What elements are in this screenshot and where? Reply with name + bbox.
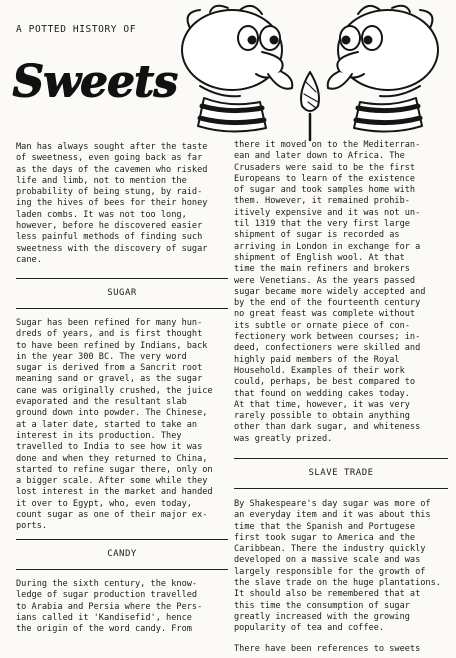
section-divider	[234, 458, 448, 459]
section-divider	[16, 569, 228, 570]
section-heading-slave-trade: SLAVE TRADE	[308, 468, 374, 478]
continued-paragraph: there it moved on to the Mediterran- ean and later down to Africa. The Crusaders were said to be the first Europeans to learn of the existence of sugar and took samples home with them. However, it remained prohib- itively expensive and it was not un- til 1319 that the very first large shipment of sugar is recorded as arriving in London in exchange for a shipment of English wool. At that time the main refiners and brokers were Venetians. As the years passed sugar became more widely accepted and by the end of the fourteenth century no great feast was complete without its subtle or ornate piece of con- fectionery work between courses; in- deed, confectioners were skilled and highly paid members of the Royal Household. Examples of their work could, perhaps, be best compared to that found on wedding cakes today. At that time, however, it was very rarely possible to obtain anything other than dark sugar, and whiteness was greatly prized.	[234, 140, 426, 444]
left-column	[16, 142, 228, 635]
right-column	[234, 140, 448, 655]
closing-paragraph: There have been references to sweets	[234, 644, 421, 654]
candy-paragraph: During the sixth century, the know- ledge of sugar production travelled to Arabia and Persia where the Pers- ians called it 'Kandisefid', hence the origin of the word candy. From	[16, 579, 203, 635]
sugar-paragraph: Sugar has been refined for many hun- dreds of years, and is first thought to have been refined by Indians, back in the year 300 BC. The very word sugar is derived from a Sancrit root meaning sand or gravel, as the sugar cane was originally crushed, the juice evaporated and the resultant slab ground down into powder. The Chinese, at a later date, started to take an interest in its production. They travelled to India to see how it was done and when they returned to China, started to refine sugar there, only on a bigger scale. After some while they lost interest in the market and handed it over to Egypt, who, even today, count sugar as one of their major ex- ports.	[16, 318, 213, 532]
section-heading-sugar: SUGAR	[107, 288, 137, 298]
article-kicker: A POTTED HISTORY OF	[16, 24, 137, 35]
section-divider	[234, 488, 448, 489]
intro-paragraph: Man has always sought after the taste of sweetness, even going back as far as the days of the cavemen who risked life and limb, not to mention the probability of being stung, by raid- ing the hives of bees for their honey laden combs. It was not too long, however, before he discovered easier less painful methods of finding such sweetness with the discovery of sugar cane.	[16, 142, 208, 265]
section-divider	[16, 278, 228, 279]
section-divider	[16, 308, 228, 309]
article-title: Sweets	[12, 56, 177, 107]
two-cartoon-faces-licking-lollipop-icon	[170, 2, 450, 142]
section-heading-candy: CANDY	[107, 549, 137, 559]
section-divider	[16, 539, 228, 540]
slave-trade-paragraph: By Shakespeare's day sugar was more of an everyday item and it was about this time that the Spanish and Portugese first took sugar to America and the Caribbean. There the industry quickly developed on a massive scale and was largely responsible for the growth of the slave trade on the huge plantations. It should also be remembered that at this time the consumption of sugar greatly increased with the growing popularity of tea and coffee.	[234, 499, 441, 634]
